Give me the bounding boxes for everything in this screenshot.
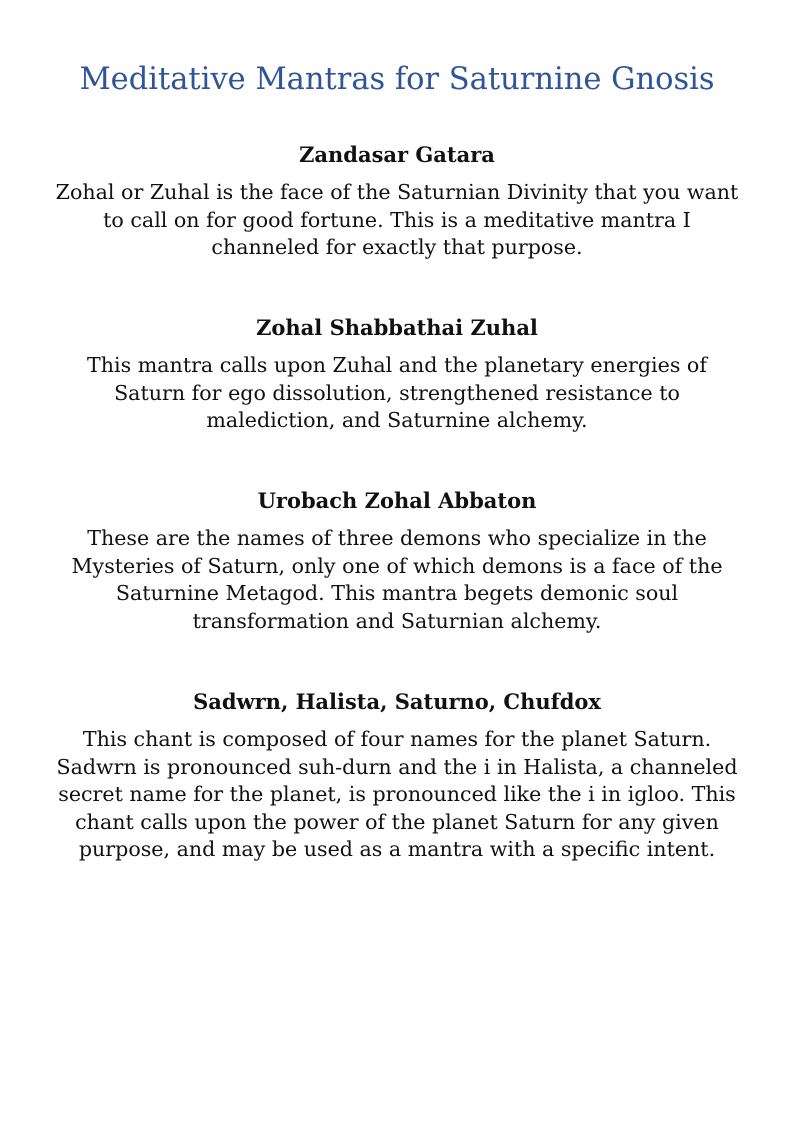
section-heading: Zandasar Gatara	[299, 142, 495, 167]
mantra-section	[50, 688, 744, 864]
mantra-section	[50, 314, 744, 435]
section-body: Zohal or Zuhal is the face of the Saturnian Divinity that you want to call on for good fortune. This is a meditative mantra I channeled for exactly that purpose.	[55, 180, 739, 259]
section-body: This chant is composed of four names for the planet Saturn. Sadwrn is pronounced suh-durn and the i in Halista, a channeled secret name for the planet, is pronounced like the i in igloo. This chant calls upon the power of the planet Saturn for any given purpose, and may be used as a mantra with a specific intent.	[56, 727, 738, 861]
section-body: These are the names of three demons who specialize in the Mysteries of Saturn, only one of which demons is a face of the Saturnine Metagod. This mantra begets demonic soul transformation and Saturnian alchemy.	[71, 526, 723, 633]
section-heading: Sadwrn, Halista, Saturno, Chufdox	[193, 689, 601, 714]
mantra-section	[50, 487, 744, 635]
section-body: This mantra calls upon Zuhal and the planetary energies of Saturn for ego dissolution, strengthened resistance to malediction, and Saturnine alchemy.	[87, 353, 707, 432]
mantra-section	[50, 141, 744, 262]
section-heading: Urobach Zohal Abbaton	[257, 488, 537, 513]
section-heading: Zohal Shabbathai Zuhal	[256, 315, 538, 340]
page-title: Meditative Mantras for Saturnine Gnosis	[79, 62, 715, 97]
